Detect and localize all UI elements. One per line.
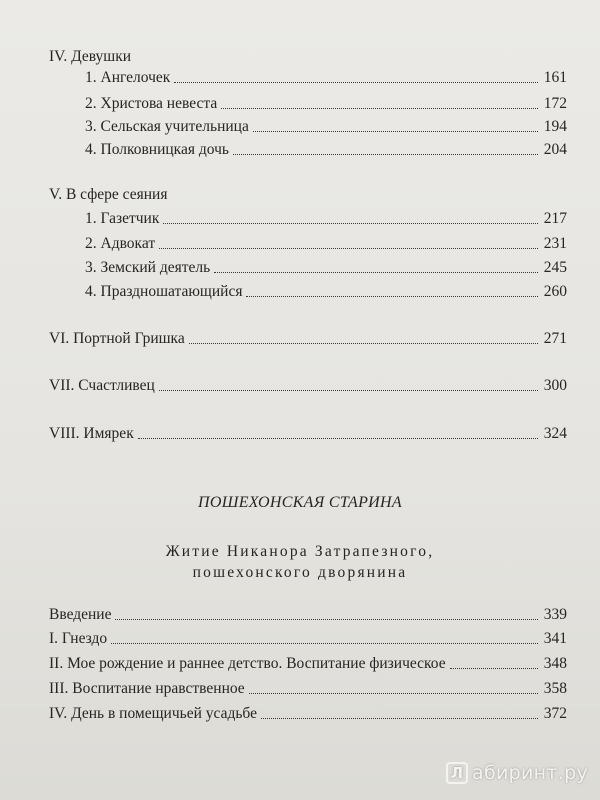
toc-label: VII. Счастливец: [49, 377, 155, 394]
dot-leader: [115, 619, 537, 620]
toc-row-part6: [49, 330, 567, 348]
toc-label: VIII. Имярек: [49, 425, 134, 442]
toc-row: [85, 141, 567, 159]
toc-label: 3. Земский деятель: [85, 259, 211, 276]
dot-leader: [163, 223, 537, 224]
section-subtitle-line2: пошехонского дворянина: [192, 564, 408, 581]
toc-page: 260: [543, 283, 567, 300]
toc-page: 231: [543, 235, 567, 252]
toc-label: 4. Праздношатающийся: [85, 283, 243, 300]
toc-page: 161: [543, 69, 567, 86]
part5-heading: V. В сфере сеяния: [49, 186, 168, 203]
dot-leader: [221, 108, 538, 109]
dot-leader: [189, 343, 538, 344]
toc-row-part8: [49, 425, 567, 443]
section-subtitle-line1: Житие Никанора Затрапезного,: [165, 543, 435, 560]
watermark-logo: [446, 762, 588, 784]
part4-heading: IV. Девушки: [49, 48, 132, 65]
dot-leader: [111, 643, 538, 644]
dot-leader: [138, 438, 538, 439]
dot-leader: [159, 390, 538, 391]
toc-page: 245: [543, 259, 567, 276]
toc-label: III. Воспитание нравственное: [49, 680, 245, 697]
dot-leader: [233, 154, 538, 155]
toc-page: 339: [543, 606, 567, 623]
toc-page: 300: [543, 377, 567, 394]
toc-row: [49, 705, 567, 723]
toc-label: Введение: [49, 606, 112, 623]
toc-label: IV. День в помещичьей усадьбе: [49, 705, 257, 722]
toc-label: I. Гнездо: [49, 630, 108, 647]
toc-page: 372: [543, 705, 567, 722]
toc-row: [85, 69, 567, 87]
toc-row: [49, 606, 567, 624]
toc-row: [85, 118, 567, 136]
dot-leader: [246, 296, 537, 297]
toc-page: 341: [543, 630, 567, 647]
dot-leader: [174, 82, 537, 83]
toc-row: [85, 259, 567, 277]
section-title: ПОШЕХОНСКАЯ СТАРИНА: [198, 494, 402, 511]
dot-leader: [450, 668, 538, 669]
toc-label: VI. Портной Гришка: [49, 330, 185, 347]
dot-leader: [261, 718, 538, 719]
dot-leader: [214, 272, 538, 273]
toc-label: 3. Сельская учительница: [85, 118, 249, 135]
toc-row: [85, 283, 567, 301]
toc-label: 1. Газетчик: [85, 210, 160, 227]
toc-page: 172: [543, 95, 567, 112]
toc-page: 324: [543, 425, 567, 442]
toc-row: [49, 630, 567, 648]
toc-row: [85, 235, 567, 253]
toc-row: [49, 655, 567, 673]
toc-row-part7: [49, 377, 567, 395]
watermark-text: абиринт.ру: [472, 762, 588, 784]
toc-page: 358: [543, 680, 567, 697]
dot-leader: [253, 131, 538, 132]
dot-leader: [249, 693, 538, 694]
toc-row: [49, 680, 567, 698]
toc-page: 204: [543, 141, 567, 158]
toc-page: 217: [543, 210, 567, 227]
toc-label: 4. Полковницкая дочь: [85, 141, 229, 158]
toc-page: 348: [543, 655, 567, 672]
toc-page: 271: [543, 330, 567, 347]
dot-leader: [159, 248, 538, 249]
toc-row: [85, 95, 567, 113]
toc-label: 2. Христова невеста: [85, 95, 218, 112]
toc-row: [85, 210, 567, 228]
labirint-logo-icon: Л: [446, 762, 468, 784]
toc-page: 194: [543, 118, 567, 135]
toc-label: II. Мое рождение и раннее детство. Воспитание физическое: [49, 655, 446, 672]
toc-label: 2. Адвокат: [85, 235, 156, 252]
toc-label: 1. Ангелочек: [85, 69, 171, 86]
